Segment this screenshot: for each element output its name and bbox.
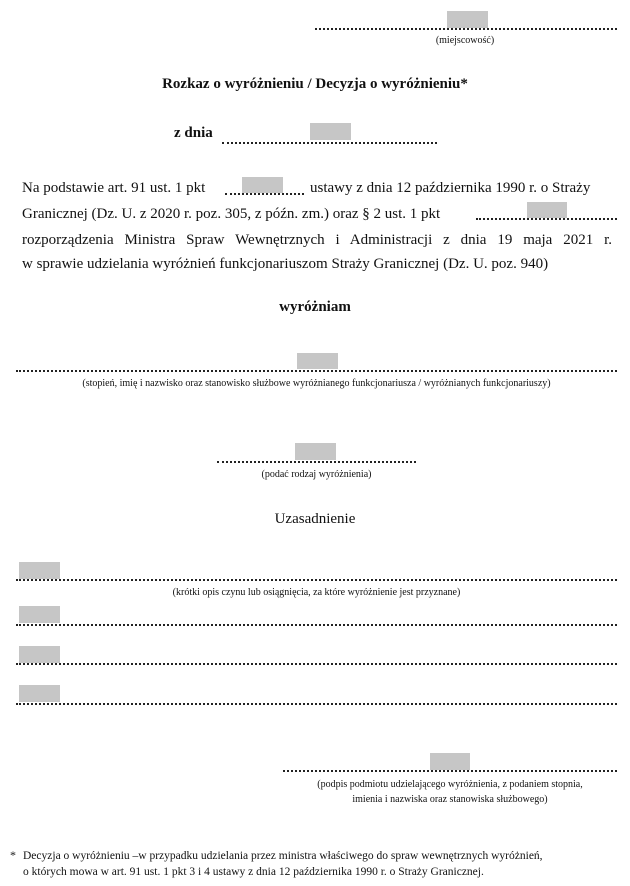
basis-line-2: Granicznej (Dz. U. z 2020 r. poz. 305, z późn. zm.) oraz § 2 ust. 1 pkt [22, 206, 441, 222]
footnote-line-1: Decyzja o wyróżnieniu –w przypadku udzielania przez ministra właściwego do spraw wewnętrznych wyróżnień, [23, 850, 543, 862]
place-dotted-line [315, 28, 617, 30]
signature-field[interactable] [430, 753, 470, 770]
recipient-caption: (stopień, imię i nazwisko oraz stanowisko służbowe wyróżnianego funkcjonariusza / wyróżnianych funkcjonariuszy) [82, 378, 551, 389]
basis-point-dotted-2 [476, 218, 617, 220]
basis-line-4: w sprawie udzielania wyróżnień funkcjonariuszom Straży Granicznej (Dz. U. poz. 940) [22, 256, 549, 272]
justification-dotted-line-1 [16, 579, 617, 581]
place-caption: (miejscowość) [435, 35, 495, 46]
justification-field-4[interactable] [19, 685, 60, 702]
justification-dotted-line-2 [16, 624, 617, 626]
award-type-caption: (podać rodzaj wyróżnienia) [261, 469, 372, 480]
document-title: Rozkaz o wyróżnieniu / Decyzja o wyróżnieniu* [162, 76, 468, 92]
justification-field-3[interactable] [19, 646, 60, 663]
signature-caption-line-1: (podpis podmiotu udzielającego wyróżnienia, z podaniem stopnia, [317, 779, 583, 790]
basis-line-3: rozporządzenia Ministra Spraw Wewnętrznych i Administracji z dnia 19 maja 2021 r. [22, 232, 612, 248]
recipient-field[interactable] [297, 353, 338, 369]
justification-dotted-line-3 [16, 663, 617, 665]
recipient-dotted-line [16, 370, 617, 372]
justification-dotted-line-4 [16, 703, 617, 705]
footnote-marker: * [10, 848, 16, 862]
date-field[interactable] [310, 123, 351, 140]
award-heading: wyróżniam [279, 299, 351, 315]
place-field[interactable] [447, 11, 488, 28]
basis-point-field-1[interactable] [242, 177, 283, 193]
date-dotted-line [222, 142, 437, 144]
justification-field-2[interactable] [19, 606, 60, 623]
award-type-dotted-line [217, 461, 416, 463]
justification-field-1[interactable] [19, 562, 60, 579]
signature-dotted-line [283, 770, 617, 772]
basis-point-field-2[interactable] [527, 202, 567, 218]
award-type-field[interactable] [295, 443, 336, 460]
justification-heading: Uzasadnienie [274, 511, 356, 527]
date-prefix: z dnia [174, 125, 213, 141]
justification-caption: (krótki opis czynu lub osiągnięcia, za które wyróżnienie jest przyznane) [172, 587, 461, 598]
basis-line-1b: ustawy z dnia 12 października 1990 r. o Straży [310, 180, 591, 196]
footnote-line-2: o których mowa w art. 91 ust. 1 pkt 3 i 4 ustawy z dnia 12 października 1990 r. o Straży Granicznej. [23, 866, 484, 878]
basis-point-dotted-1 [225, 193, 304, 195]
basis-line-1a: Na podstawie art. 91 ust. 1 pkt [22, 180, 206, 196]
signature-caption-line-2: imienia i nazwiska oraz stanowiska służbowego) [352, 794, 548, 805]
